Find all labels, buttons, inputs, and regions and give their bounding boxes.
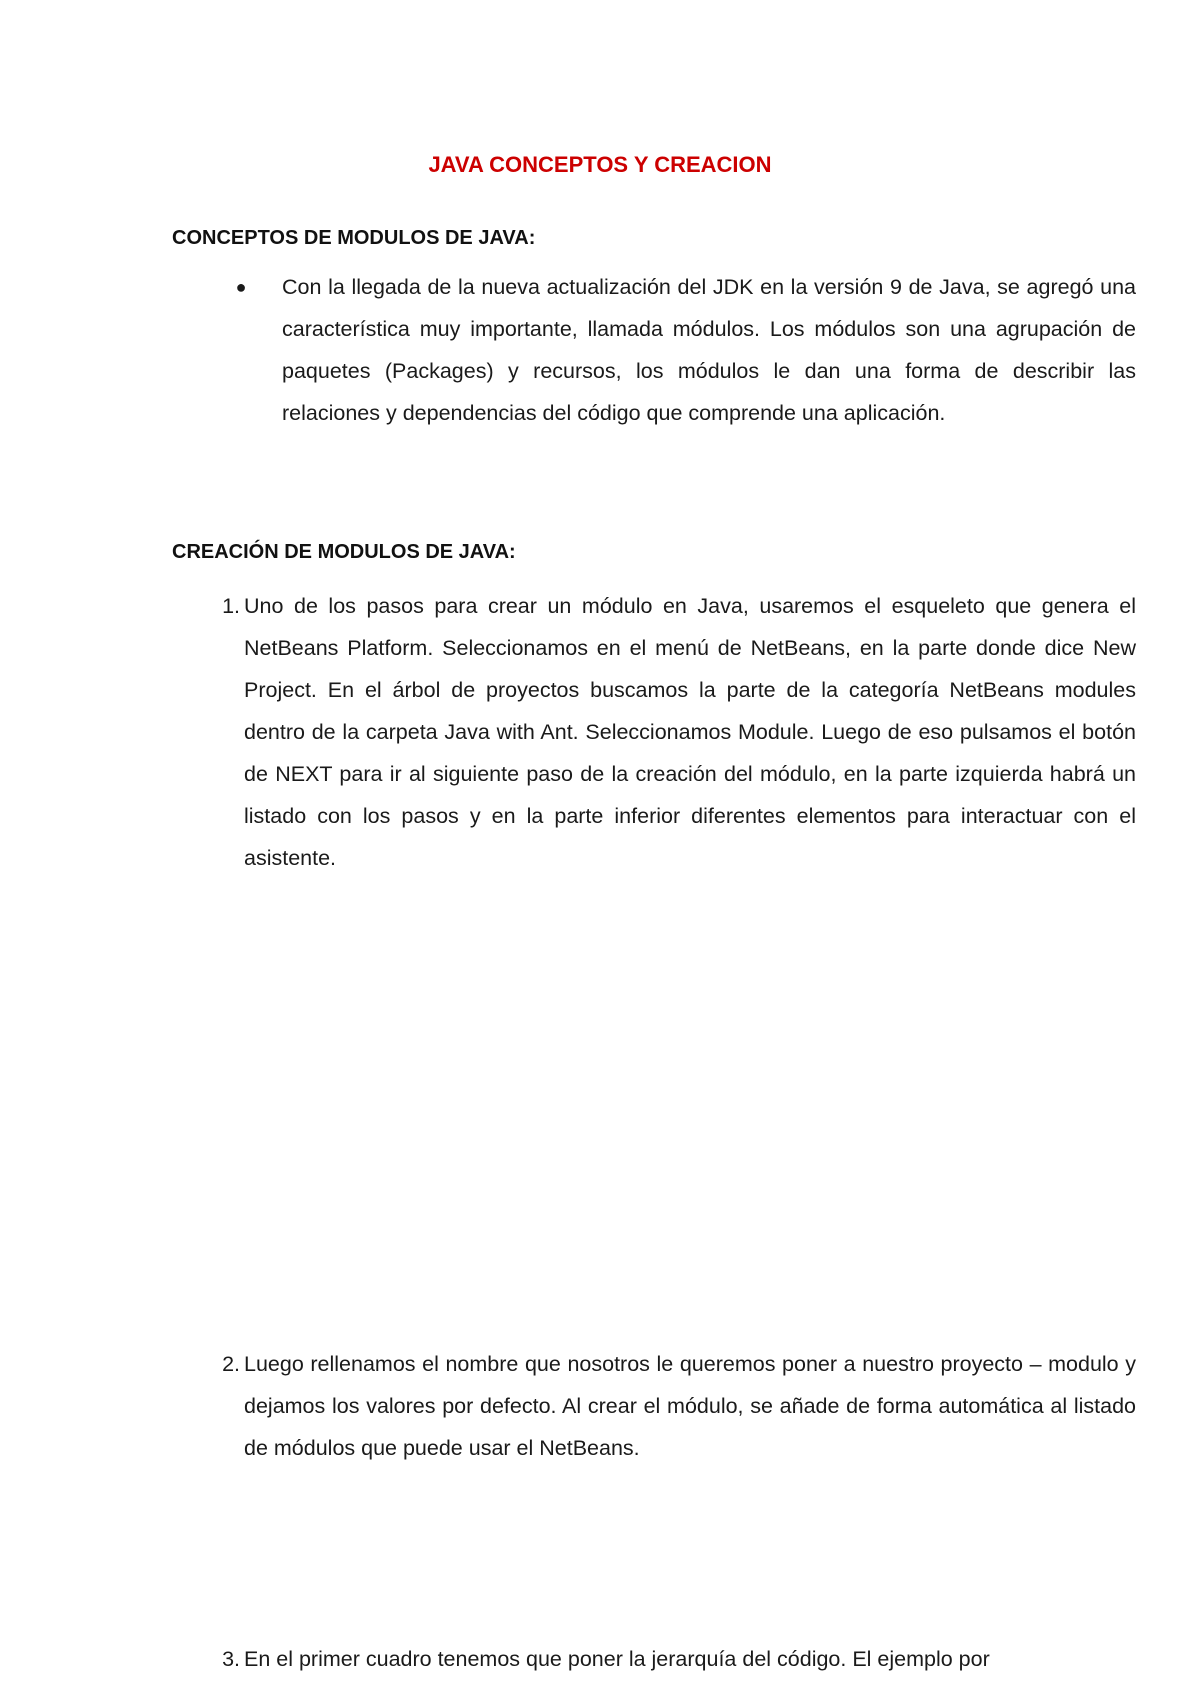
document-title: JAVA CONCEPTOS Y CREACION xyxy=(428,152,772,177)
list-item-text: En el primer cuadro tenemos que poner la jerarquía del código. El ejemplo por xyxy=(244,1647,990,1671)
bullet-text: Con la llegada de la nueva actualización del JDK en la versión 9 de Java, se agregó una característica muy importante, llamada módulos. Los módulos son una agrupación de paquetes (Packages) y recursos, los módulos le dan una forma de describir las relaciones y dependencias del código que comprende una aplicación. xyxy=(282,275,1136,425)
list-item-text: Luego rellenamos el nombre que nosotros le queremos poner a nuestro proyecto – modulo y dejamos los valores por defecto. Al crear el módulo, se añade de forma automática al listado de módulos que puede usar el NetBeans. xyxy=(244,1352,1136,1460)
list-item-step-2 xyxy=(200,1343,1136,1469)
list-number: 2. xyxy=(222,1352,240,1376)
bullet-item xyxy=(200,266,1136,434)
list-item-step-1 xyxy=(200,585,1136,879)
bullet-marker: ● xyxy=(235,277,247,297)
list-item-step-3 xyxy=(200,1638,1136,1680)
list-number: 3. xyxy=(222,1647,240,1671)
section-heading-creacion: CREACIÓN DE MODULOS DE JAVA: xyxy=(172,541,516,563)
list-item-text: Uno de los pasos para crear un módulo en Java, usaremos el esqueleto que genera el NetBeans Platform. Seleccionamos en el menú de NetBeans, en la parte donde dice New Project. En el árbol de proyectos buscamos la parte de la categoría NetBeans modules dentro de la carpeta Java with Ant. Seleccionamos Module. Luego de eso pulsamos el botón de NEXT para ir al siguiente paso de la creación del módulo, en la parte izquierda habrá un listado con los pasos y en la parte inferior diferentes elementos para interactuar con el asistente. xyxy=(244,594,1136,870)
section-heading-conceptos: CONCEPTOS DE MODULOS DE JAVA: xyxy=(172,227,536,249)
list-number: 1. xyxy=(222,594,240,618)
